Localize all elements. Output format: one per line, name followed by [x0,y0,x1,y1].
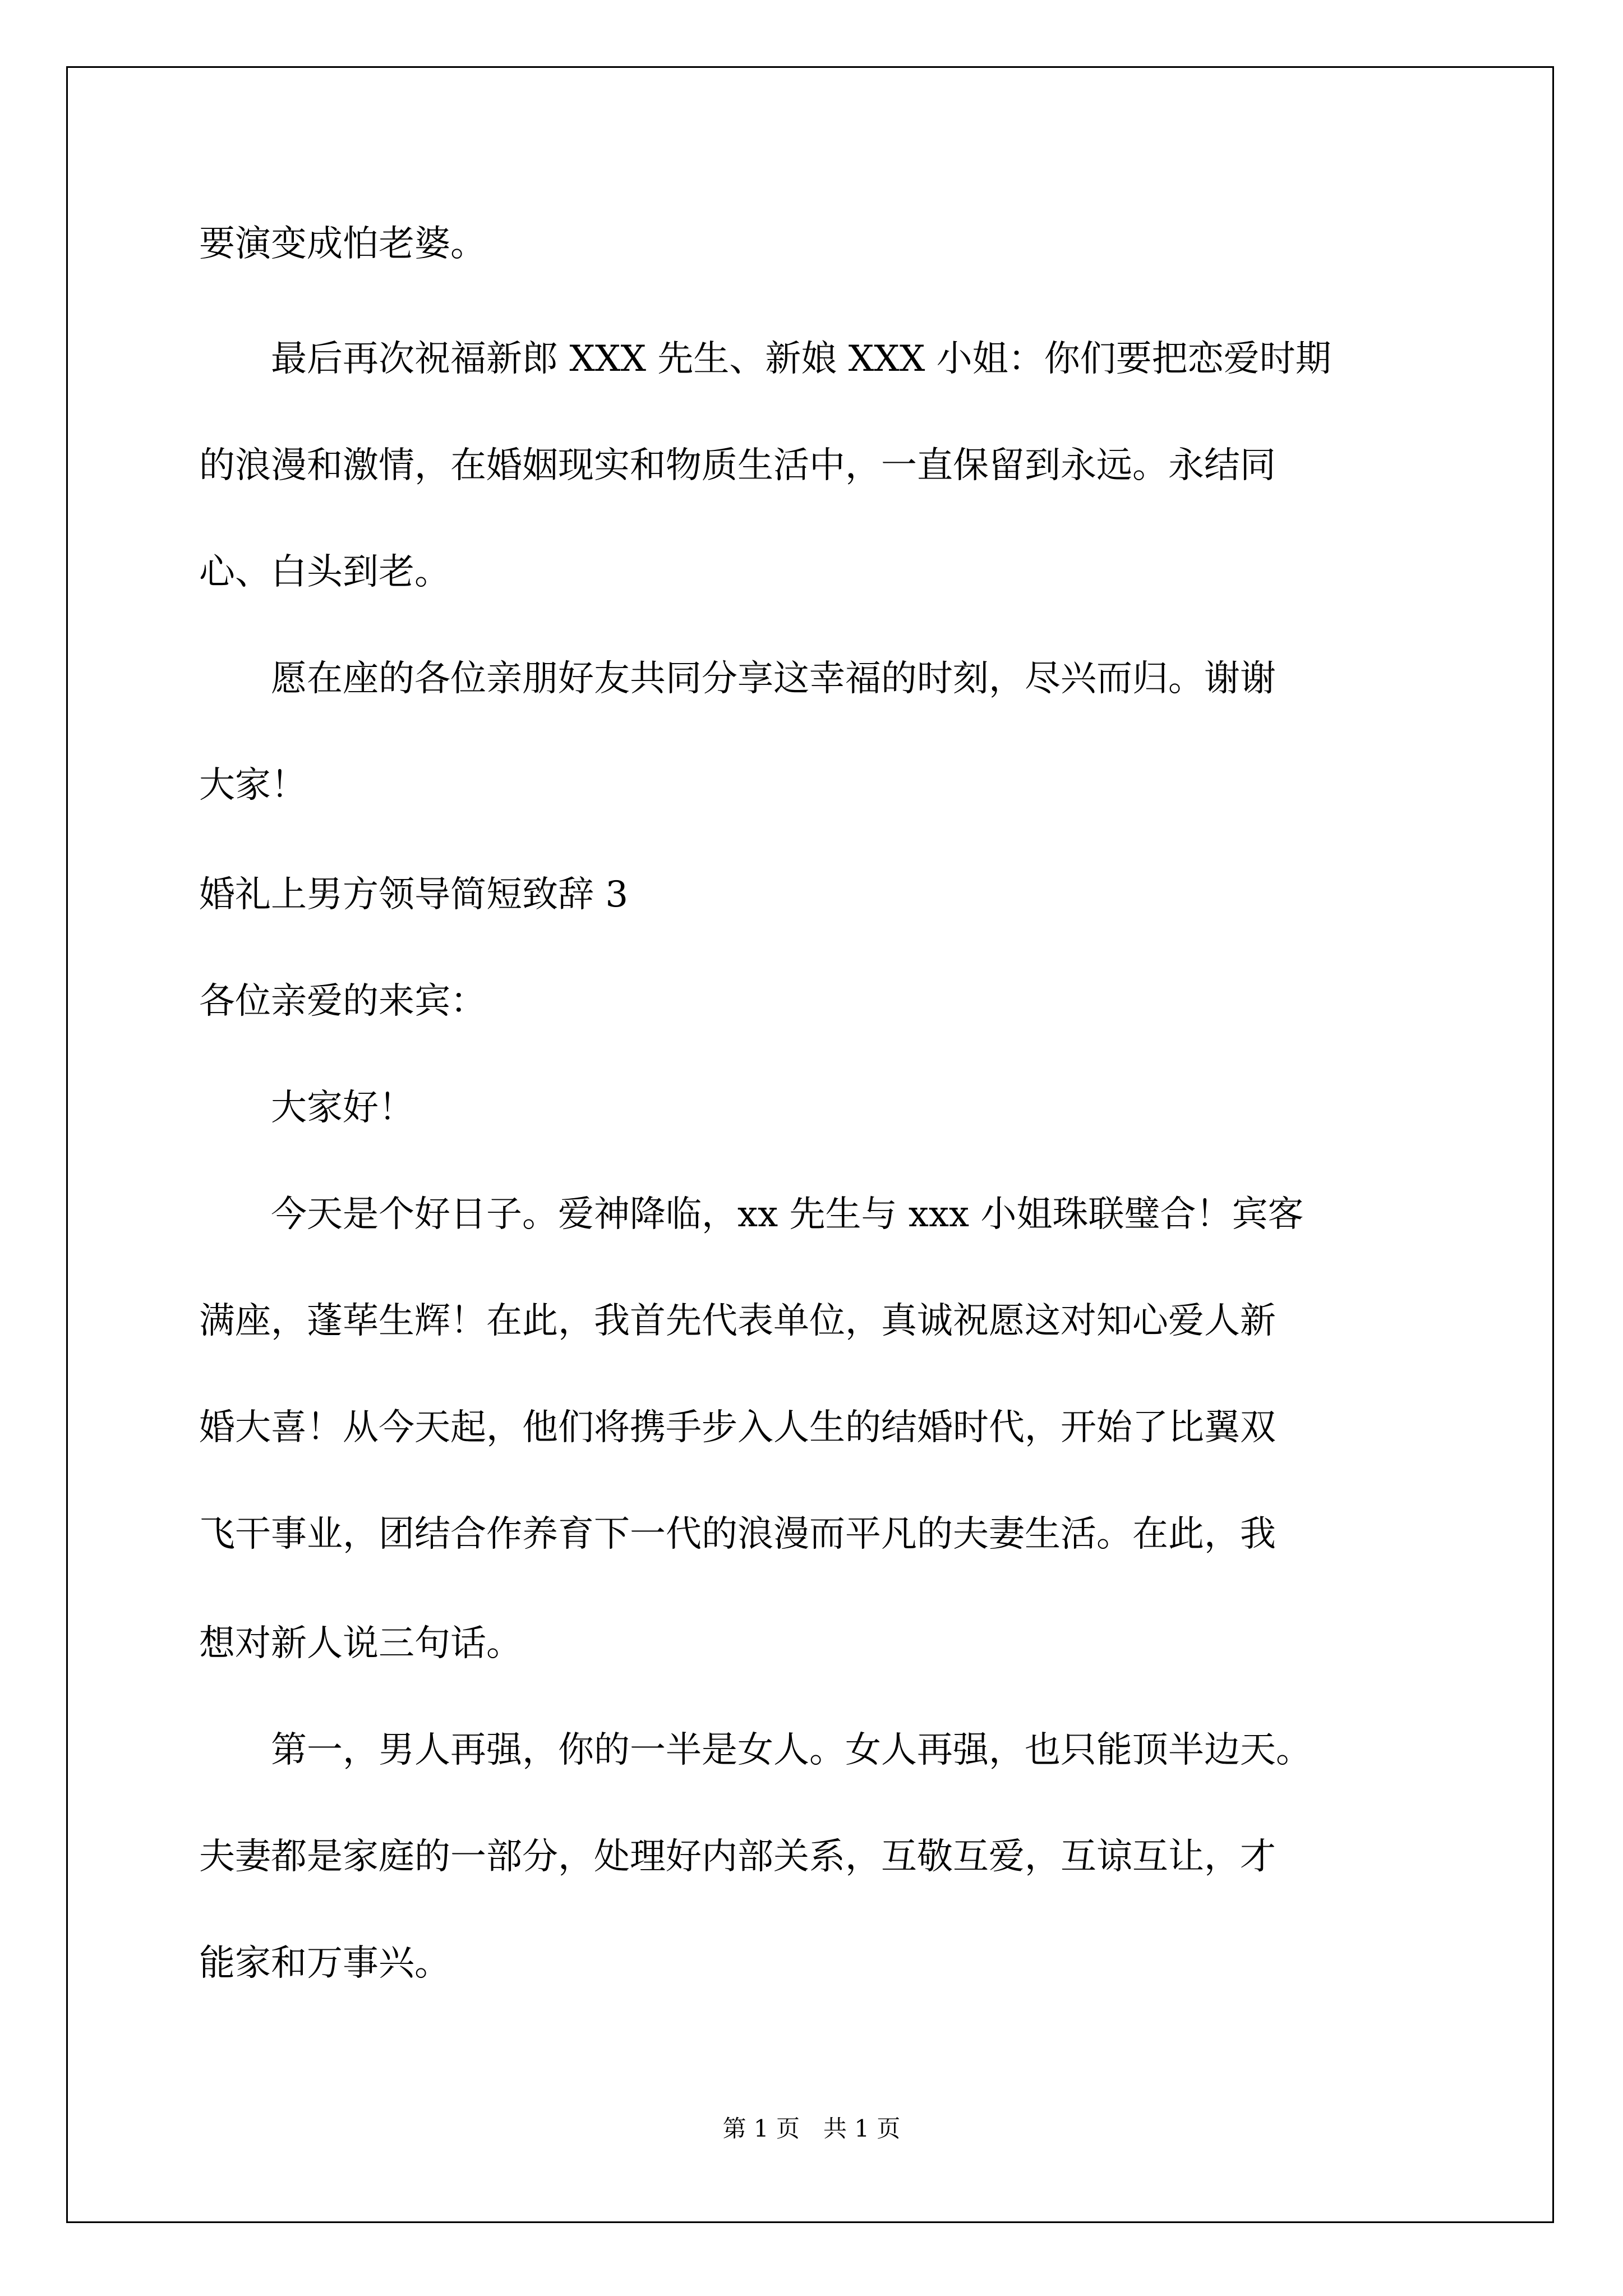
text-line: 大家！ [199,765,307,806]
section-heading: 婚礼上男方领导简短致辞 3 [199,874,629,915]
text-line: 要演变成怕老婆。 [199,223,486,265]
text-line: 最后再次祝福新郎 XXX 先生、新娘 XXX 小姐：你们要把恋爱时期 [199,338,1331,380]
text-line: 今天是个好日子。爱神降临，xx 先生与 xxx 小姐珠联璧合！宾客 [199,1194,1304,1235]
text-line: 婚大喜！从今天起，他们将携手步入人生的结婚时代，开始了比翼双 [199,1407,1276,1448]
page-border [66,66,1554,2223]
text-line: 愿在座的各位亲朋好友共同分享这幸福的时刻，尽兴而归。谢谢 [199,658,1276,700]
text-line: 的浪漫和激情，在婚姻现实和物质生活中，一直保留到永远。永结同 [199,445,1276,486]
text-line: 满座，蓬荜生辉！在此，我首先代表单位，真诚祝愿这对知心爱人新 [199,1300,1276,1342]
text-line: 想对新人说三句话。 [199,1623,522,1664]
page-footer: 第 1 页 共 1 页 [722,2115,901,2142]
text-line: 飞干事业，团结合作养育下一代的浪漫而平凡的夫妻生活。在此，我 [199,1513,1276,1555]
text-line: 第一，男人再强，你的一半是女人。女人再强，也只能顶半边天。 [199,1729,1312,1771]
greeting: 大家好！ [199,1087,414,1129]
text-line: 心、白头到老。 [199,551,450,593]
salutation: 各位亲爱的来宾： [199,981,486,1022]
text-line: 夫妻都是家庭的一部分，处理好内部关系，互敬互爱，互谅互让，才 [199,1836,1276,1878]
text-line: 能家和万事兴。 [199,1943,450,1984]
